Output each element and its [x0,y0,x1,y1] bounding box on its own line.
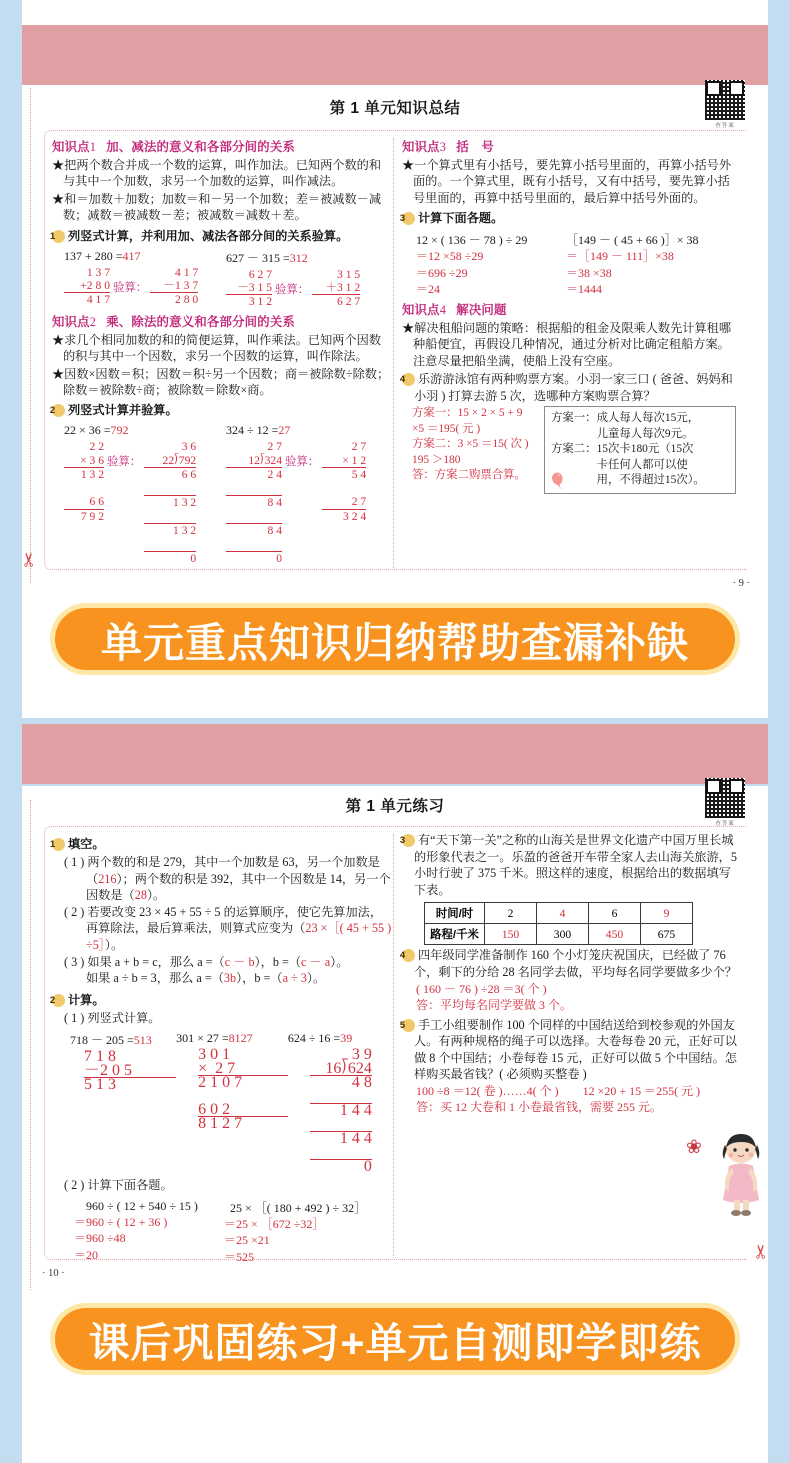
q3-item-1-step-3: ＝24 [416,282,441,297]
p2-q2-v1-equation: 718 － 205 =513 [70,1033,152,1048]
p2-q2-expr-2-step-3: ＝525 [224,1249,255,1264]
qr-code-answers-2[interactable] [702,778,748,827]
p2-question-1-text: 填空。 [68,837,105,851]
page2-right-column [399,832,742,1265]
q3-items [416,228,742,298]
page2-columns [49,832,742,1265]
qr-icon [705,778,745,818]
q1-item-1-main: 1 3 7 +2 8 0 4 1 7 [64,266,110,307]
q4-solution [412,406,544,494]
page2-title: 第 1 单元练习 [345,798,445,815]
q2-item-2-check: 2 7 × 1 2 5 4 2 7 3 2 4 [322,440,366,565]
plan-info-box [544,406,736,494]
knowledge-point-2-heading [52,312,392,330]
p2-q2-sub1: ( 1 ) 列竖式计算。 [64,1010,161,1025]
page2-number: · 10 · [42,1268,65,1279]
kp3-title: 括 号 [456,140,494,154]
p2-q1-item-1-mid: ）；两个数的积是 392，其中一个因数是 14，另一个因数是（ [86,871,391,903]
q3-item-2-step-2: ＝38 ×38 [566,265,612,280]
q1-vertical-group [64,246,392,309]
p2-q1-item-2 [64,904,392,954]
kp1-title: 加、减法的意义和各部分间的关系 [106,140,296,154]
p2-q1-item-4 [86,970,392,987]
q1-item-2-check: 3 1 5 ＋3 1 2 6 2 7 [312,268,360,309]
table-cell-dist-1: 150 [485,924,537,945]
table-cell-dist-2: 300 [537,924,589,945]
q3-item-2-head: ［149 － ( 45 + 66 )］× 38 [566,233,699,248]
knowledge-point-4-heading [402,300,742,318]
table-cell-time-3: 6 [589,903,641,924]
q1-item-2-lhs: 627 － 315 = [226,250,290,265]
p2-question-4-prompt [399,947,742,980]
kp1-bullet-1: ★把两个数合并成一个数的运算，叫作加法。已知两个数的和与其中一个加数，求另一个加数的运算，叫作减法。 [52,158,382,189]
p2-question-3-prompt [399,832,742,898]
table-row [425,903,693,924]
p2-question-5-prompt [399,1017,742,1083]
p2-q2-v3-work: 3 9 16⟌624 4 8 1 4 4 1 4 4 0 [310,1048,372,1173]
page1-left-column [49,136,392,565]
question-4-prompt [399,371,742,404]
q4-solution-line-5: 答：方案二购票合算。 [412,469,526,482]
kp2-bullet-2: ★因数×因数＝积；因数＝积÷另一个因数；商＝被除数÷除数；除数＝被除数÷商；被除数＝除数×商。 [52,366,390,398]
p2-q2-expr-1-step-1: ＝960 ÷ ( 12 + 36 ) [74,1214,168,1229]
q3-item-2 [566,228,736,298]
q2-item-2 [226,420,386,565]
p2-q2-expr-1-step-2: ＝960 ÷48 [74,1231,126,1246]
plan-1-label: 方案一： [551,412,597,425]
question-3-number: 3 [402,212,415,225]
table-cell-dist-4: 675 [641,924,693,945]
q2-item-2-check-label: 验算： [285,456,320,469]
question-1-number: 1 [52,230,65,243]
q1-item-2-equation [226,249,386,266]
p2-q1-item-4-answer-2: a ÷ 3 [282,971,307,986]
qr-caption: 查答案 [715,821,735,827]
p2-q1-item-3-mid: ），b =（ [254,954,302,969]
table-cell-time-2: 4 [537,903,589,924]
q1-item-2-main: 6 2 7 －3 1 5 3 1 2 [226,268,272,309]
question-3-prompt [399,209,742,226]
page1-title: 第 1 单元知识总结 [329,100,461,117]
page1-right-column [399,136,742,565]
qr-code-answers-1[interactable] [702,80,748,129]
kp4-bullet-1: ★解决租船问题的策略：根据船的租金及限乘人数先计算租哪种船便宜，再假设几种情况，通过分析对比确定租船方案。注意尽量把船坐满，使船上没有空座。 [402,320,732,368]
p2-q1-item-4-mid: ），b =（ [236,971,283,986]
q1-item-2-answer: 312 [289,250,308,265]
p2-q2-expr-2-head: 25 × ［( 180 + 492 ) ÷ 32］ [230,1200,367,1215]
p2-question-1-number: 1 [52,838,65,851]
scissors-icon: ✂ [19,551,41,568]
p2-q1-item-3-answer-1: c － b [224,954,255,969]
question-2-text: 列竖式计算并验算。 [68,403,178,418]
header-band-2 [22,724,768,784]
page1-cut-line [30,88,31,583]
p2-q2-expr-1-step-3: ＝20 [74,1247,99,1262]
question-1-prompt [49,227,392,244]
chinese-knot-icon: ❀ [686,1137,702,1158]
q1-item-1-equation [64,249,226,264]
promo-banner-1-text: 单元重点知识归纳帮助查漏补缺 [101,619,689,666]
q1-item-1 [64,246,226,309]
p2-q2-expr-1-head: 960 ÷ ( 12 + 540 ÷ 15 ) [86,1198,198,1213]
kp3-number: 3 [439,140,447,154]
plan-2-values: 15次卡180元（15次 卡任何人都可以使 用，不得超过15次）。 [596,443,705,487]
scissors-icon: ✂ [751,1243,773,1260]
p2-question-2-number: 2 [52,994,65,1007]
q3-item-2-step-1: ＝［149 － 111］×38 [566,249,674,264]
kp1-number: 1 [89,140,97,154]
p2-q2-expr-2-step-1: ＝25 × ［672 ÷32］ [224,1216,325,1231]
q1-item-1-check: 4 1 7 －1 3 7 2 8 0 [150,266,198,307]
q1-item-2 [226,246,386,309]
p2-q1-item-2-post: ）。 [104,937,124,952]
q2-item-2-work [226,440,386,565]
q2-item-1 [64,420,226,565]
q3-item-1-step-2: ＝696 ÷29 [416,265,468,280]
p2-q2-v3-equation: 624 ÷ 16 =39 [287,1031,353,1046]
q2-item-1-check: 3 6 22⟌792 6 6 1 3 2 1 3 2 0 [144,440,196,565]
p2-q2-expr-2-step-2: ＝25 ×21 [224,1233,270,1248]
knowledge-point-3-heading [402,137,742,155]
p2-q4-solution-2: 答：平均每名同学要做 3 个。 [416,998,573,1013]
p2-q1-item-1-answer-2: 28 [134,888,147,903]
p2-q2-verticals [70,1028,392,1173]
table-cell-time-1: 2 [485,903,537,924]
question-1-text: 列竖式计算，并利用加、减法各部分间的关系验算。 [68,228,349,243]
q2-item-1-check-label: 验算： [107,456,142,469]
p2-q4-solution-1: ( 160 － 76 ) ÷28 ＝3( 个 ) [416,981,547,996]
q2-vertical-group [64,420,392,565]
knowledge-point-1-heading [52,137,392,155]
page1-number: · 9 · [732,578,750,589]
p2-q2-vertical-1 [70,1028,176,1173]
p2-q2-v2-equation: 301 × 27 =8127 [176,1031,253,1046]
header-band-1 [22,25,768,85]
promo-banner-1 [55,608,735,670]
balloons-icon: 🎈 [548,474,567,491]
question-3-text: 计算下面各题。 [418,211,504,226]
q2-item-1-work [64,440,226,565]
table-cell-dist-3: 450 [589,924,641,945]
q2-item-1-equation: 22 × 36 =792 [64,423,129,438]
page2-header [22,790,768,827]
q4-solution-line-3: 方案二：3 ×5 ＝15( 次 ) [412,438,529,451]
girl-illustration [712,1132,770,1218]
q3-item-1 [416,228,566,298]
q1-item-1-lhs: 137 + 280 = [64,248,123,263]
p2-q2-v2-work: 3 0 1 × 2 7 2 1 0 7 6 0 2 8 1 2 7 [198,1048,288,1130]
p2-q1-item-4-post: ）。 [306,971,326,986]
q1-item-2-check-label: 验算： [275,283,310,296]
kp2-title: 乘、除法的意义和各部分间的关系 [106,314,296,329]
p2-q1-item-3-post: ）。 [330,954,349,969]
q3-item-2-step-3: ＝1444 [566,282,603,297]
plan-row-2 [551,442,729,489]
q2-item-2-equation: 324 ÷ 12 =27 [226,423,291,438]
plan-1-values: 成人每人每次15元， 儿童每人每次9元。 [596,412,700,440]
plan-2-label: 方案二： [551,443,597,456]
kp3-label: 知识点 [402,140,440,154]
promo-banner-2 [55,1308,735,1370]
question-4-number: 4 [402,373,415,386]
p2-q2-v1-work: 7 1 8 －2 0 5 5 1 3 [84,1050,176,1091]
kp2-label: 知识点 [52,314,90,329]
kp2-number: 2 [89,314,97,329]
question-2-prompt [49,401,392,418]
p2-question-3-number: 3 [402,834,415,847]
question-4-text: 乐游游泳馆有两种购票方案。小羽一家三口 ( 爸爸、妈妈和小羽 ) 打算去游 5 次，选哪种方案购票合算？ [414,371,733,403]
q1-item-1-answer: 417 [122,248,141,263]
q1-item-1-check-label: 验算： [113,281,148,294]
kp2-bullet-1: ★求几个相同加数的和的简便运算，叫作乘法。已知两个因数的积与其中一个因数，求另一个因数的运算，叫作除法。 [52,332,382,364]
page2-left-column [49,832,392,1265]
p2-q5-solution-1: 100 ÷8 ＝12( 卷 )……4( 个 ) 12 ×20 + 15 ＝255( 元 ) [416,1083,701,1098]
p2-q1-item-1-post: ）。 [146,888,166,903]
table-header-time: 时间/时 [425,903,485,924]
kp1-bullet-2: ★和＝加数＋加数；加数＝和－另一个加数；差＝被减数－减数；减数＝被减数－差；被减数＝减数＋差。 [52,191,382,223]
kp4-label: 知识点 [402,302,440,317]
q1-item-2-work [226,268,386,309]
q1-item-1-work [64,266,226,307]
p2-q1-item-3-pre: ( 3 ) 如果 a + b = c，那么 a =（ [64,954,225,969]
p2-q2-expr-1 [74,1196,224,1266]
p2-question-4-number: 4 [402,949,415,962]
p2-q2-vertical-3 [288,1028,392,1173]
question-2-number: 2 [52,404,65,417]
qr-icon [705,80,745,120]
table-cell-time-4: 9 [641,903,693,924]
p2-q2-vertical-2 [176,1028,288,1173]
table-header-distance: 路程/千米 [425,924,485,945]
p2-q1-item-1-answer-1: 216 [98,871,117,886]
kp3-bullet-1: ★一个算式里有小括号，要先算小括号里面的，再算小括号外面的。一个算式里，既有小括号，又有中括号，要先算小括号里面的，再算中括号里面的，最后算中括号外面的。 [402,158,732,205]
q2-item-1-main: 2 2 × 3 6 1 3 2 6 6 7 9 2 [64,440,104,565]
q4-solution-line-4: 195 ＞180 [412,453,461,466]
promo-banner-2-text: 课后巩固练习+单元自测即学即练 [88,1319,702,1366]
page2-cut-line [30,800,31,1290]
q4-solution-line-2: ×5 ＝195( 元 ) [412,422,481,435]
p2-question-3-text: 有“天下第一关”之称的山海关是世界文化遗产中国万里长城的形象代表之一。乐盈的爸爸开车带全家人去山海关旅游，5 小时行驶了 375 千米。照这样的速度，根据给出的数据填写下表。 [414,833,737,897]
p2-question-2-text: 计算。 [68,992,105,1007]
q2-item-2-main: 2 7 12⟌324 2 4 8 4 8 4 0 [226,440,282,565]
table-row [425,924,693,945]
p2-q2-expressions [74,1196,392,1266]
q3-item-1-head: 12 × ( 136 － 78 ) ÷ 29 [416,233,528,248]
p2-question-4-text: 四年级同学准备制作 160 个小灯笼庆祝国庆，已经做了 76 个，剩下的分给 28 名同学去做，平均每名同学要做多少个？ [414,948,737,979]
p2-q1-item-1 [64,854,392,904]
q4-answer-area [412,406,742,494]
p2-q1-item-3-answer-2: c － a [301,954,331,969]
q3-item-1-step-1: ＝12 ×58 ÷29 [416,249,484,264]
p2-question-5-text: 手工小组要制作 100 个同样的中国结送给到校参观的外国友人。有两种规格的绳子可以选择。大卷每卷 20 元，正好可以做 8 个中国结；小卷每卷 15 元，正好可以做 5 个中国结。怎样购买最省钱？( 必须购买整卷 ) [414,1017,737,1082]
p2-q2-expr-2 [224,1196,384,1266]
p2-q1-item-3 [64,954,392,971]
p2-question-5-number: 5 [402,1019,415,1032]
p2-q1-item-4-answer-1: 3b [223,971,237,986]
p2-q1-item-2-answer-1: 23 ×［( 45 + 55 ) ÷5］ [86,921,392,952]
p2-q1-item-2-pre: ( 2 ) 若要改变 23 × 45 + 55 ÷ 5 的运算顺序，使它先算加法，再算除法，最后算乘法，则算式应变为（ [64,904,383,936]
p2-question-2-prompt [49,991,392,1008]
page1-columns [49,136,742,565]
qr-caption: 查答案 [715,123,735,129]
p2-q2-sub2: ( 2 ) 计算下面各题。 [64,1178,173,1192]
kp4-number: 4 [439,302,447,317]
p2-q1-item-4-pre: 如果 a ÷ b = 3，那么 a =（ [86,971,224,986]
q4-solution-line-1: 方案一：15 × 2 × 5 + 9 [412,407,523,420]
speed-distance-table [424,902,693,945]
p2-q1-item-1-pre: ( 1 ) 两个数的和是 279，其中一个加数是 63，另一个加数是（ [64,855,380,886]
kp1-label: 知识点 [52,140,90,154]
plan-row-1 [551,411,729,442]
page1-header [22,92,768,129]
p2-q5-solution-2: 答：买 12 大卷和 1 小卷最省钱，需要 255 元。 [416,1100,663,1115]
p2-question-1-prompt [49,835,392,852]
kp4-title: 解决问题 [456,302,507,317]
